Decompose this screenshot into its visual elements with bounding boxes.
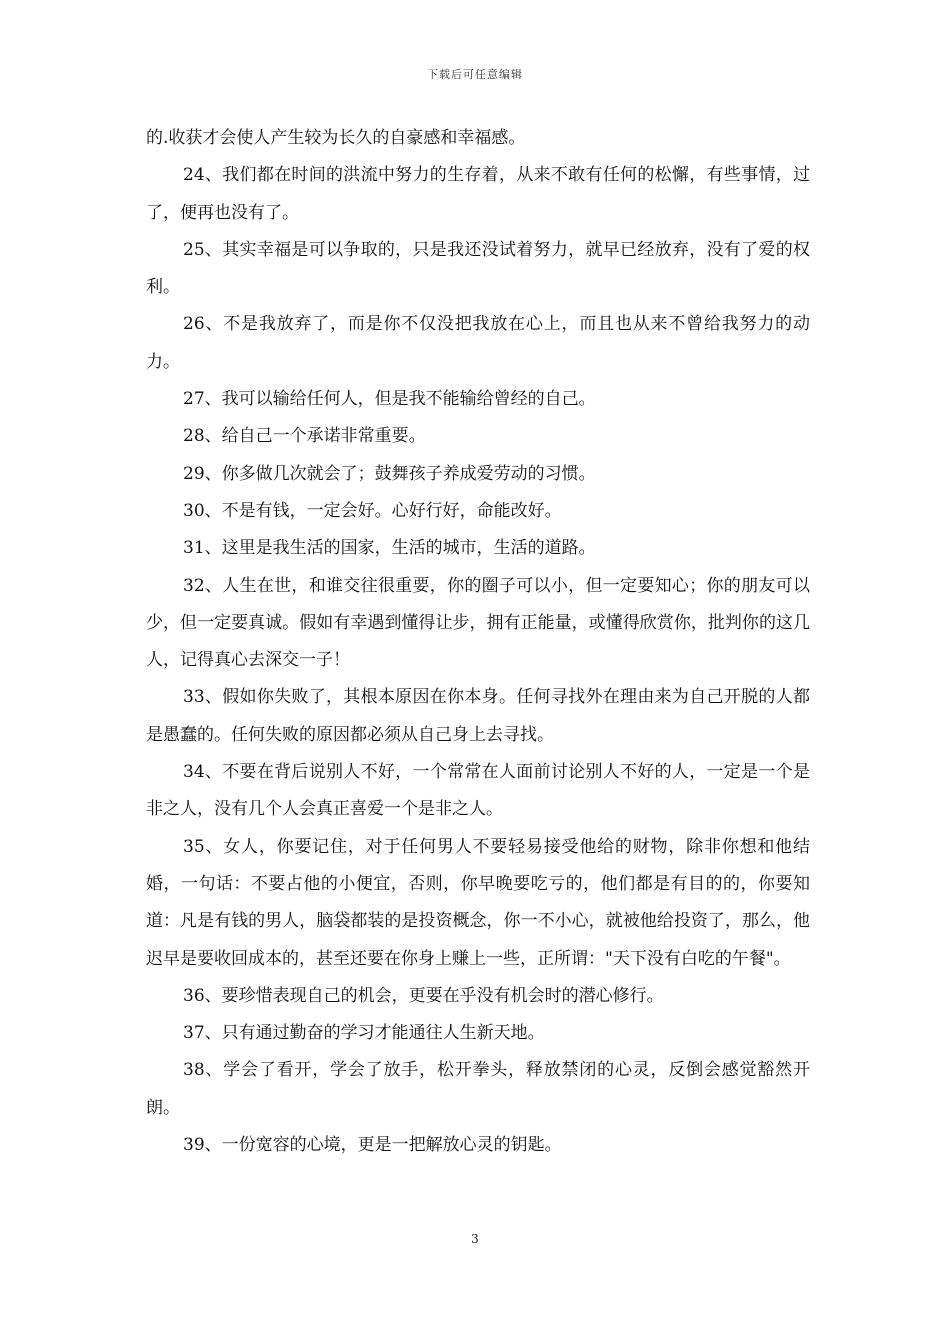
paragraph: 38、学会了看开，学会了放手，松开拳头，释放禁闭的心灵，反倒会感觉豁然开朗。: [146, 1060, 810, 1118]
paragraph: 25、其实幸福是可以争取的，只是我还没试着努力，就早已经放弃，没有了爱的权利。: [146, 239, 810, 298]
paragraph: 39、一份宽容的心境，更是一把解放心灵的钥匙。: [183, 1135, 562, 1156]
paragraph: 30、不是有钱，一定会好。心好行好，命能改好。: [183, 500, 562, 521]
paragraph: 36、要珍惜表现自己的机会，更要在乎没有机会时的潜心修行。: [183, 985, 664, 1006]
paragraph: 29、你多做几次就会了；鼓舞孩子养成爱劳动的习惯。: [183, 463, 596, 484]
paragraph: 24、我们都在时间的洪流中努力的生存着，从来不敢有任何的松懈，有些事情，过了，便再也没有了。: [146, 165, 810, 223]
page-header: 下载后可任意编辑: [427, 68, 523, 81]
paragraph: 32、人生在世，和谁交往很重要，你的圈子可以小，但一定要知心；你的朋友可以少，但一定要真诚。假如有幸遇到懂得让步，拥有正能量，或懂得欣赏你，批判你的这几人，记得真心去深交一子！: [146, 575, 810, 671]
document-body: [146, 120, 810, 1164]
page-number: 3: [471, 1232, 479, 1246]
paragraph: 的.收获才会使人产生较为长久的自豪感和幸福感。: [146, 128, 526, 148]
paragraph: 37、只有通过勤奋的学习才能通往人生新天地。: [183, 1023, 545, 1044]
paragraph: 31、这里是我生活的国家，生活的城市，生活的道路。: [183, 538, 596, 559]
paragraph: 33、假如你失败了，其根本原因在你本身。任何寻找外在理由来为自己开脱的人都是愚蠢的。任何失败的原因都必须从自己身上去寻找。: [146, 687, 810, 745]
paragraph: 34、不要在背后说别人不好，一个常常在人面前讨论别人不好的人，一定是一个是非之人，没有几个人会真正喜爱一个是非之人。: [146, 762, 810, 820]
paragraph: 27、我可以输给任何人，但是我不能输给曾经的自己。: [183, 389, 596, 410]
paragraph: 35、女人，你要记住，对于任何男人不要轻易接受他给的财物，除非你想和他结婚，一句话：不要占他的小便宜，否则，你早晚要吃亏的，他们都是有目的的，你要知道：凡是有钱的男人，脑袋都装的是投资概念，你一不小心，就被他给投资了，那么，他迟早是要收回成本的，甚至还要在你身上赚上一些，正所谓："天下没有白吃的午餐"。: [146, 836, 810, 969]
paragraph: 26、不是我放弃了，而是你不仅没把我放在心上，而且也从来不曾给我努力的动力。: [146, 314, 810, 372]
paragraph: 28、给自己一个承诺非常重要。: [183, 426, 426, 447]
